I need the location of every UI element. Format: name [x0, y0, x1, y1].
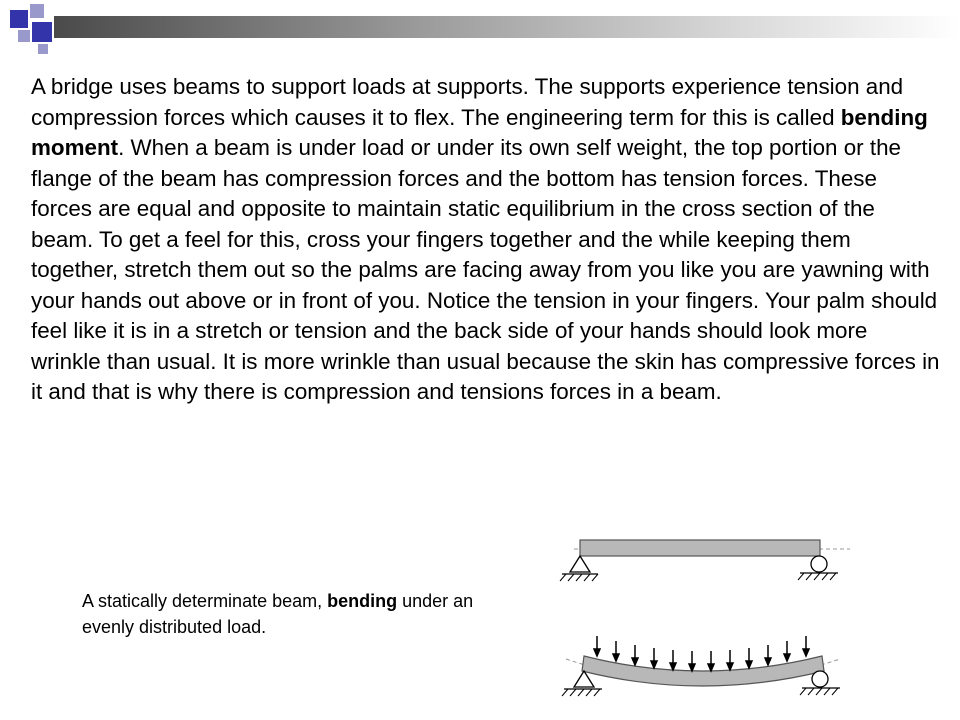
lavender-square [38, 44, 48, 54]
bending-moment-term: bending moment [31, 104, 928, 160]
lavender-square [30, 4, 44, 18]
caption-part2: under an evenly distributed load. [82, 591, 474, 637]
caption-part1: A statically determinate beam, [82, 591, 328, 611]
roller-support-icon [798, 556, 838, 580]
pin-support-icon [560, 556, 598, 581]
figure-caption [82, 588, 522, 640]
body-paragraph [31, 72, 941, 408]
blue-square [32, 22, 52, 42]
body-text-part1: A bridge uses beams to support loads at supports. The supports experience tension and compression forces which causes it to flex. The engineering term for this is called [31, 74, 904, 130]
unloaded-beam-figure [560, 540, 850, 581]
straight-beam [580, 540, 820, 556]
blue-square [10, 10, 28, 28]
lavender-square [18, 30, 30, 42]
beam-diagram [552, 530, 852, 712]
caption-bending-term: bending [327, 591, 398, 611]
slide-header-decoration [0, 0, 960, 60]
loaded-beam-figure [562, 636, 840, 696]
header-gradient-bar [54, 16, 960, 38]
body-text-part2: . When a beam is under load or under its own self weight, the top portion or the flange of the beam has compression forces and the bottom has tension forces. These forces are equal and opposite to maintain static equilibrium in the cross section of the beam. To get a feel for this, cross your fingers together and the while keeping them together, stretch them out so the palms are facing away from you like you are yawning with your hands out above or in front of you. Notice the tension in your fingers. Your palm should feel like it is in a stretch or tension and the back side of your hands should look more wrinkle than usual. It is more wrinkle than usual because the skin has compressive forces in it and that is why there is compression and tensions forces in a beam. [31, 135, 940, 404]
